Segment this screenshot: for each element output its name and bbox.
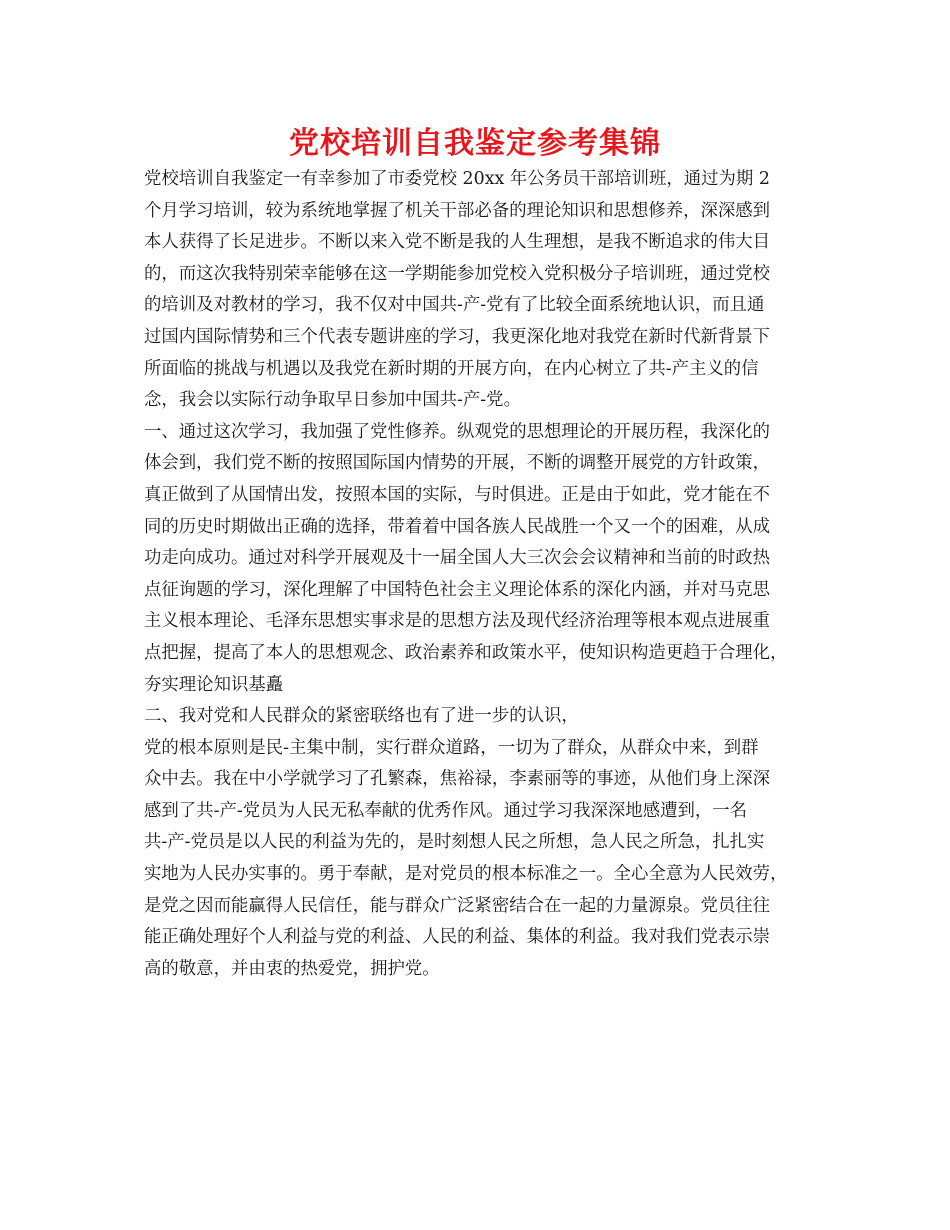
text-line: 个月学习培训，较为系统地掌握了机关干部必备的理论知识和思想修养，深深感到 xyxy=(144,200,771,221)
text-line: 实地为人民办实事的。勇于奉献，是对党员的根本标准之一。全心全意为人民效劳， xyxy=(144,864,788,885)
text-line: 点把握，提高了本人的思想观念、政治素养和政策水平，使知识构造更趋于合理化， xyxy=(144,642,788,663)
text-line: 众中去。我在中小学就学习了孔繁森，焦裕禄，李素丽等的事迹，从他们身上深深 xyxy=(144,769,771,790)
text-line: 体会到，我们党不断的按照国际国内情势的开展，不断的调整开展党的方针政策， xyxy=(144,453,771,474)
text-line: 的培训及对教材的学习，我不仅对中国共-产-党有了比较全面系统地认识，而且通 xyxy=(144,295,765,316)
text-line: 二、我对党和人民群众的紧密联络也有了进一步的认识， xyxy=(144,706,579,727)
text-line: 本人获得了长足进步。不断以来入党不断是我的人生理想，是我不断追求的伟大目 xyxy=(144,232,771,253)
text-line: 所面临的挑战与机遇以及我党在新时期的开展方向，在内心树立了共-产主义的信 xyxy=(144,358,759,379)
text-line: 真正做到了从国情出发，按照本国的实际，与时俱进。正是由于如此，党才能在不 xyxy=(144,484,771,505)
text-line: 念，我会以实际行动争取早日参加中国共-产-党。 xyxy=(144,390,521,411)
document-title: 党校培训自我鉴定参考集锦 xyxy=(289,126,661,161)
document-body xyxy=(144,164,830,985)
text-line: 共-产-党员是以人民的利益为先的，是时刻想人民之所想，急人民之所急，扎扎实 xyxy=(144,832,765,853)
text-line: 同的历史时期做出正确的选择，带着着中国各族人民战胜一个又一个的困难，从成 xyxy=(144,516,771,537)
text-line: 一、通过这次学习，我加强了党性修养。纵观党的思想理论的开展历程，我深化的 xyxy=(144,421,771,442)
text-line: 是党之因而能赢得人民信任，能与群众广泛紧密结合在一起的力量源泉。党员往往 xyxy=(144,895,771,916)
text-line: 高的敬意，并由衷的热爱党，拥护党。 xyxy=(144,958,440,979)
text-line: 感到了共-产-党员为人民无私奉献的优秀作风。通过学习我深深地感遭到，一名 xyxy=(144,800,748,821)
text-line: 的，而这次我特别荣幸能够在这一学期能参加党校入党积极分子培训班，通过党校 xyxy=(144,263,771,284)
text-line: 主义根本理论、毛泽东思想实事求是的思想方法及现代经济治理等根本观点进展重 xyxy=(144,611,771,632)
text-line: 过国内国际情势和三个代表专题讲座的学习，我更深化地对我党在新时代新背景下 xyxy=(144,326,771,347)
text-line: 功走向成功。通过对科学开展观及十一届全国人大三次会会议精神和当前的时政热 xyxy=(144,548,771,569)
text-line: 点征询题的学习，深化理解了中国特色社会主义理论体系的深化内涵，并对马克思 xyxy=(144,579,771,600)
text-line: 党校培训自我鉴定一有幸参加了市委党校 20xx 年公务员干部培训班，通过为期 2 xyxy=(144,169,770,189)
text-line: 党的根本原则是民-主集中制，实行群众道路，一切为了群众，从群众中来，到群 xyxy=(144,737,759,758)
text-line: 夯实理论知识基矗 xyxy=(144,674,284,695)
text-line: 能正确处理好个人利益与党的利益、人民的利益、集体的利益。我对我们党表示崇 xyxy=(144,927,771,948)
